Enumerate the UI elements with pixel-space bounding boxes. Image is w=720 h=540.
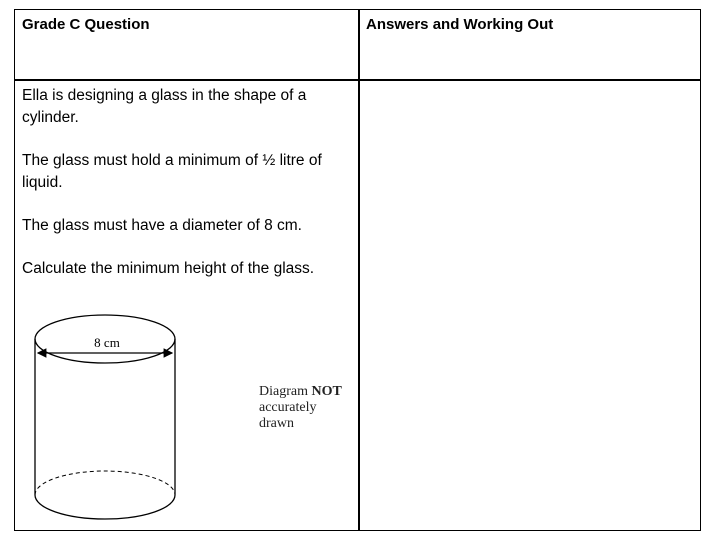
diameter-label: 8 cm [94, 335, 120, 350]
question-text [22, 85, 347, 301]
question-column-header: Grade C Question [22, 16, 150, 33]
column-divider [358, 10, 360, 530]
answers-column-header: Answers and Working Out [366, 16, 554, 33]
worksheet-table [14, 9, 701, 531]
cylinder-bottom-front [35, 495, 175, 519]
diagram-note-emphasis: NOT [311, 384, 342, 399]
header-divider [15, 79, 700, 81]
diagram-note-prefix: Diagram [259, 384, 312, 399]
cylinder-bottom-back [35, 471, 175, 495]
diagram-note-line-2: accurately drawn [259, 400, 317, 431]
diagram-note [259, 384, 353, 432]
question-paragraph-1: Ella is designing a glass in the shape of a cylinder. [22, 87, 307, 126]
question-paragraph-3: The glass must have a diameter of 8 cm. [22, 217, 302, 234]
cylinder-drawing [33, 306, 233, 528]
question-paragraph-4: Calculate the minimum height of the glass. [22, 260, 315, 277]
cylinder-diagram [33, 306, 353, 528]
question-paragraph-2: The glass must hold a minimum of ½ litre of liquid. [22, 152, 322, 191]
